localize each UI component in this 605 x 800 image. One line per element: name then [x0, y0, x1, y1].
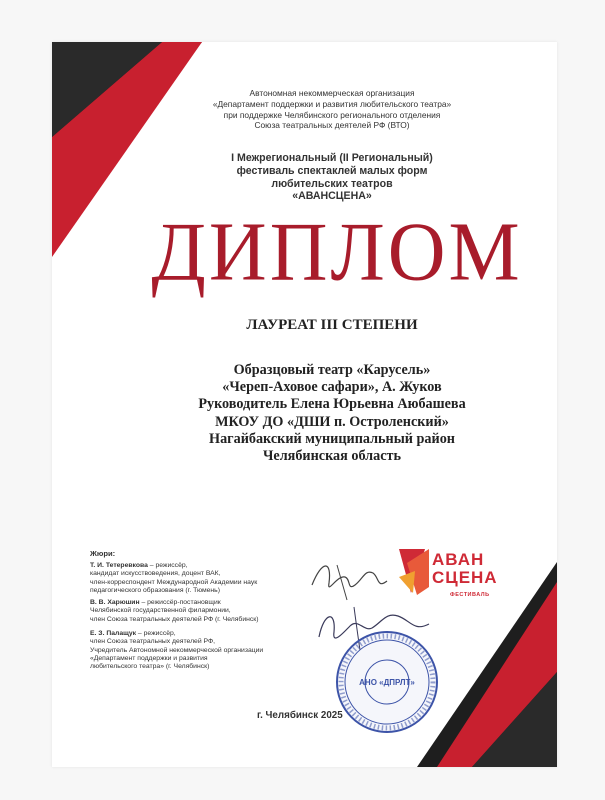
jury-member-role: – режиссёр, [147, 562, 188, 569]
jury-member-detail: член Союза театральных деятелей РФ, [90, 638, 216, 646]
recipient-line: МКОУ ДО «ДШИ п. Остроленский» [215, 413, 449, 430]
jury-member-name: В. В. Харюшин [90, 599, 140, 606]
diploma-title: ДИПЛОМ [151, 205, 523, 299]
jury-member-role: – режиссёр-постановщик [139, 599, 221, 606]
jury-member [90, 562, 340, 595]
organization-line: Союза театральных деятелей РФ (ВТО) [254, 120, 410, 131]
diploma-sheet [52, 42, 557, 767]
festival-line: фестиваль спектаклей малых форм [236, 164, 428, 177]
jury-member-name: Е. З. Палащук [90, 630, 137, 637]
recipient-line: Образцовый театр «Карусель» [233, 362, 431, 378]
organization-line: при поддержке Челябинского регионального отделения [223, 109, 441, 120]
jury-heading: Жюри: [90, 549, 116, 558]
logo-line: СЦЕНА [432, 568, 498, 587]
jury-member-detail: член-корреспондент Международной Академии наук [90, 578, 258, 586]
city-year: г. Челябинск 2025 [257, 710, 343, 721]
organization-line: Автономная некоммерческая организация [249, 88, 415, 98]
jury-member-detail: любительского театра» (г. Челябинск) [90, 663, 210, 671]
logo-subtitle: ФЕСТИВАЛЬ [450, 592, 490, 598]
recipient-block [142, 362, 522, 465]
recipient-line: Руководитель Елена Юрьевна Аюбашева [198, 396, 466, 413]
official-seal [332, 627, 442, 737]
festival-line: I Межрегиональный (II Региональный) [231, 152, 433, 164]
signature-1 [307, 555, 392, 605]
jury-member [90, 630, 340, 671]
jury-member-role: – режиссёр, [136, 630, 176, 637]
organization-line: «Департамент поддержки и развития любительского театра» [212, 98, 452, 109]
jury-member-detail: педагогического образования (г. Тюмень) [90, 586, 220, 594]
avanscena-logo-text [432, 551, 498, 587]
jury-member-detail: «Департамент поддержки и развития [90, 654, 208, 662]
jury-member-detail: кандидат искусствоведения, доцент ВАК, [90, 570, 221, 578]
jury-member-detail: член Союза театральных деятелей РФ (г. Челябинск) [90, 615, 259, 623]
recipient-line: Челябинская область [262, 448, 402, 465]
festival-line: любительских театров [271, 177, 393, 190]
laureate-degree: ЛАУРЕАТ III СТЕПЕНИ [246, 317, 418, 333]
jury-member-detail: Челябинской государственной филармонии, [90, 607, 231, 615]
recipient-line: «Череп-Аховое сафари», А. Жуков [222, 379, 442, 396]
jury-member-name: Т. И. Тетеревкова [90, 562, 148, 569]
recipient-line: Нагайбакский муниципальный район [209, 430, 455, 447]
jury-member-detail: Учредитель Автономной некоммерческой организации [90, 646, 264, 654]
festival-line: «АВАНСЦЕНА» [292, 190, 372, 203]
festival-block [162, 152, 502, 203]
seal-center-text: АНО «ДПРЛТ» [359, 678, 415, 687]
organization-block [182, 88, 482, 131]
logo-line: АВАН [432, 550, 485, 569]
jury-member [90, 599, 340, 624]
